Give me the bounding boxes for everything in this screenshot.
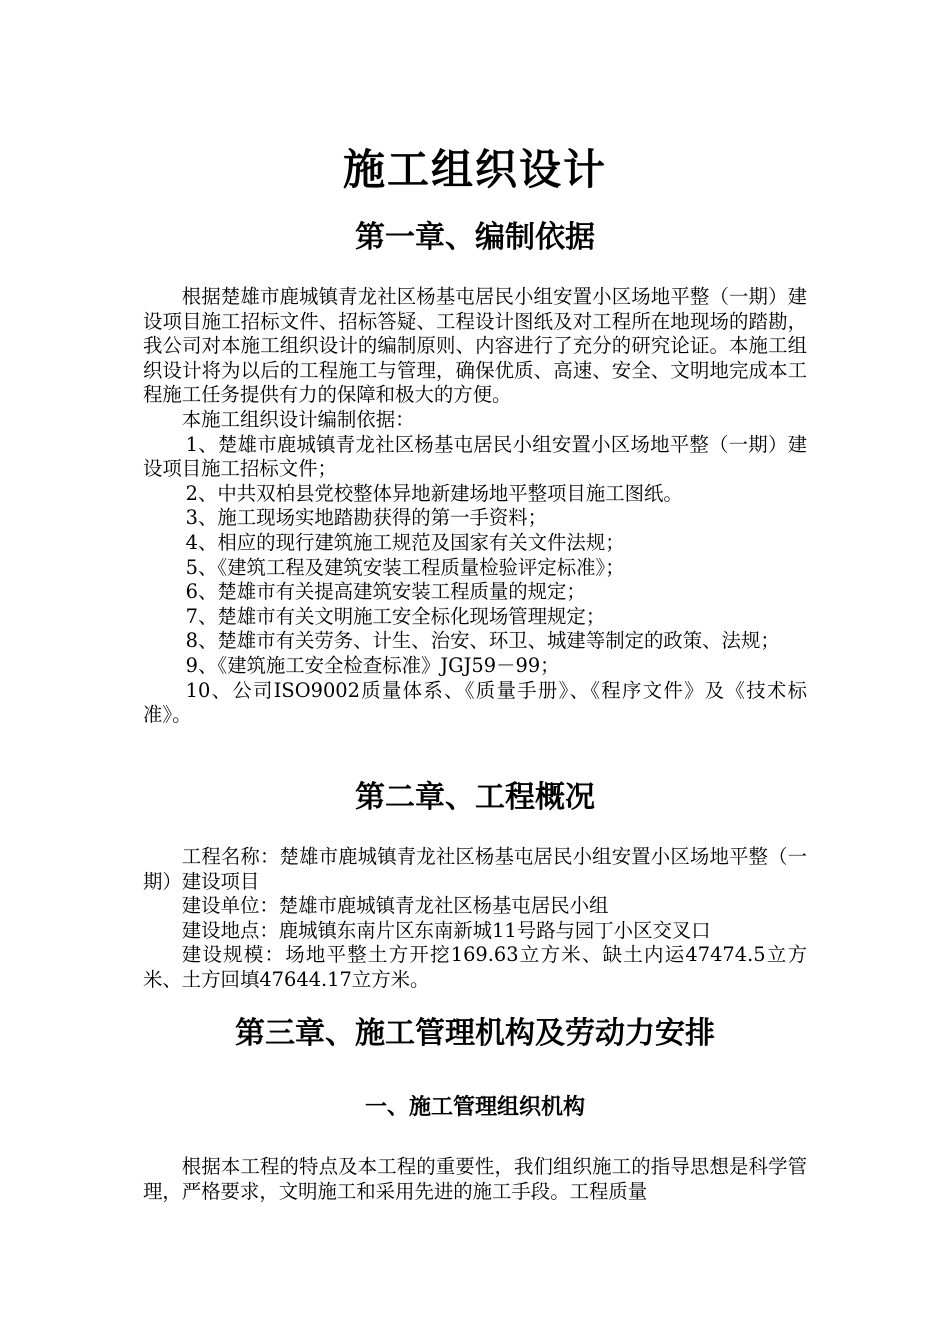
basis-title: 本施工组织设计编制依据：	[181, 407, 415, 431]
basis-item: 5、《建筑工程及建筑安装工程质量检验评定标准》；	[185, 555, 625, 579]
section-1-text: 根据本工程的特点及本工程的重要性，我们组织施工的指导思想是科学管理，严格要求，文明施工和采用先进的施工手段。工程质量	[143, 1155, 807, 1203]
basis-item: 4、相应的现行建筑施工规范及国家有关文件法规；	[185, 530, 625, 554]
chapter-3-heading: 第三章、施工管理机构及劳动力安排	[235, 1016, 715, 1051]
basis-item: 6、楚雄市有关提高建筑安装工程质量的规定；	[185, 580, 586, 604]
basis-item: 8、楚雄市有关劳务、计生、治安、环卫、城建等制定的政策、法规；	[185, 629, 780, 653]
location-line: 建设地点：鹿城镇东南片区东南新城11号路与园丁小区交叉口	[181, 918, 711, 942]
basis-item: 3、施工现场实地踏勘获得的第一手资料；	[185, 506, 548, 530]
chapter-2-body	[143, 845, 807, 993]
scale-line: 建设规模：场地平整土方开挖169.63立方米、缺土内运47474.5立方米、土方回填47644.17立方米。	[143, 943, 807, 991]
basis-item: 1、楚雄市鹿城镇青龙社区杨基屯居民小组安置小区场地平整（一期）建设项目施工招标文件；	[143, 432, 807, 481]
chapter-1-body	[143, 285, 807, 728]
chapter-2-heading: 第二章、工程概况	[355, 780, 595, 815]
chapter-1-intro: 根据楚雄市鹿城镇青龙社区杨基屯居民小组安置小区场地平整（一期）建设项目施工招标文件、招标答疑、工程设计图纸及对工程所在地现场的踏勘，我公司对本施工组织设计的编制原则、内容进行了充分的研究论证。本施工组织设计将为以后的工程施工与管理，确保优质、高速、安全、文明地完成本工程施工任务提供有力的保障和极大的方便。	[143, 285, 807, 407]
document-title: 施工组织设计	[342, 145, 607, 194]
chapter-3-body	[143, 1155, 807, 1204]
project-name-line: 工程名称：楚雄市鹿城镇青龙社区杨基屯居民小组安置小区场地平整（一期）建设项目	[143, 845, 807, 893]
basis-item: 9、《建筑施工安全检查标准》JGJ59－99；	[185, 653, 560, 677]
basis-item: 7、楚雄市有关文明施工安全标化现场管理规定；	[185, 604, 606, 628]
section-1-heading: 一、施工管理组织机构	[364, 1094, 585, 1120]
chapter-1-heading: 第一章、编制依据	[355, 220, 595, 255]
builder-line: 建设单位：楚雄市鹿城镇青龙社区杨基屯居民小组	[181, 894, 609, 918]
basis-item: 10、公司ISO9002质量体系、《质量手册》、《程序文件》及《技术标准》。	[143, 678, 807, 727]
basis-item: 2、中共双柏县党校整体异地新建场地平整项目施工图纸。	[185, 481, 683, 505]
